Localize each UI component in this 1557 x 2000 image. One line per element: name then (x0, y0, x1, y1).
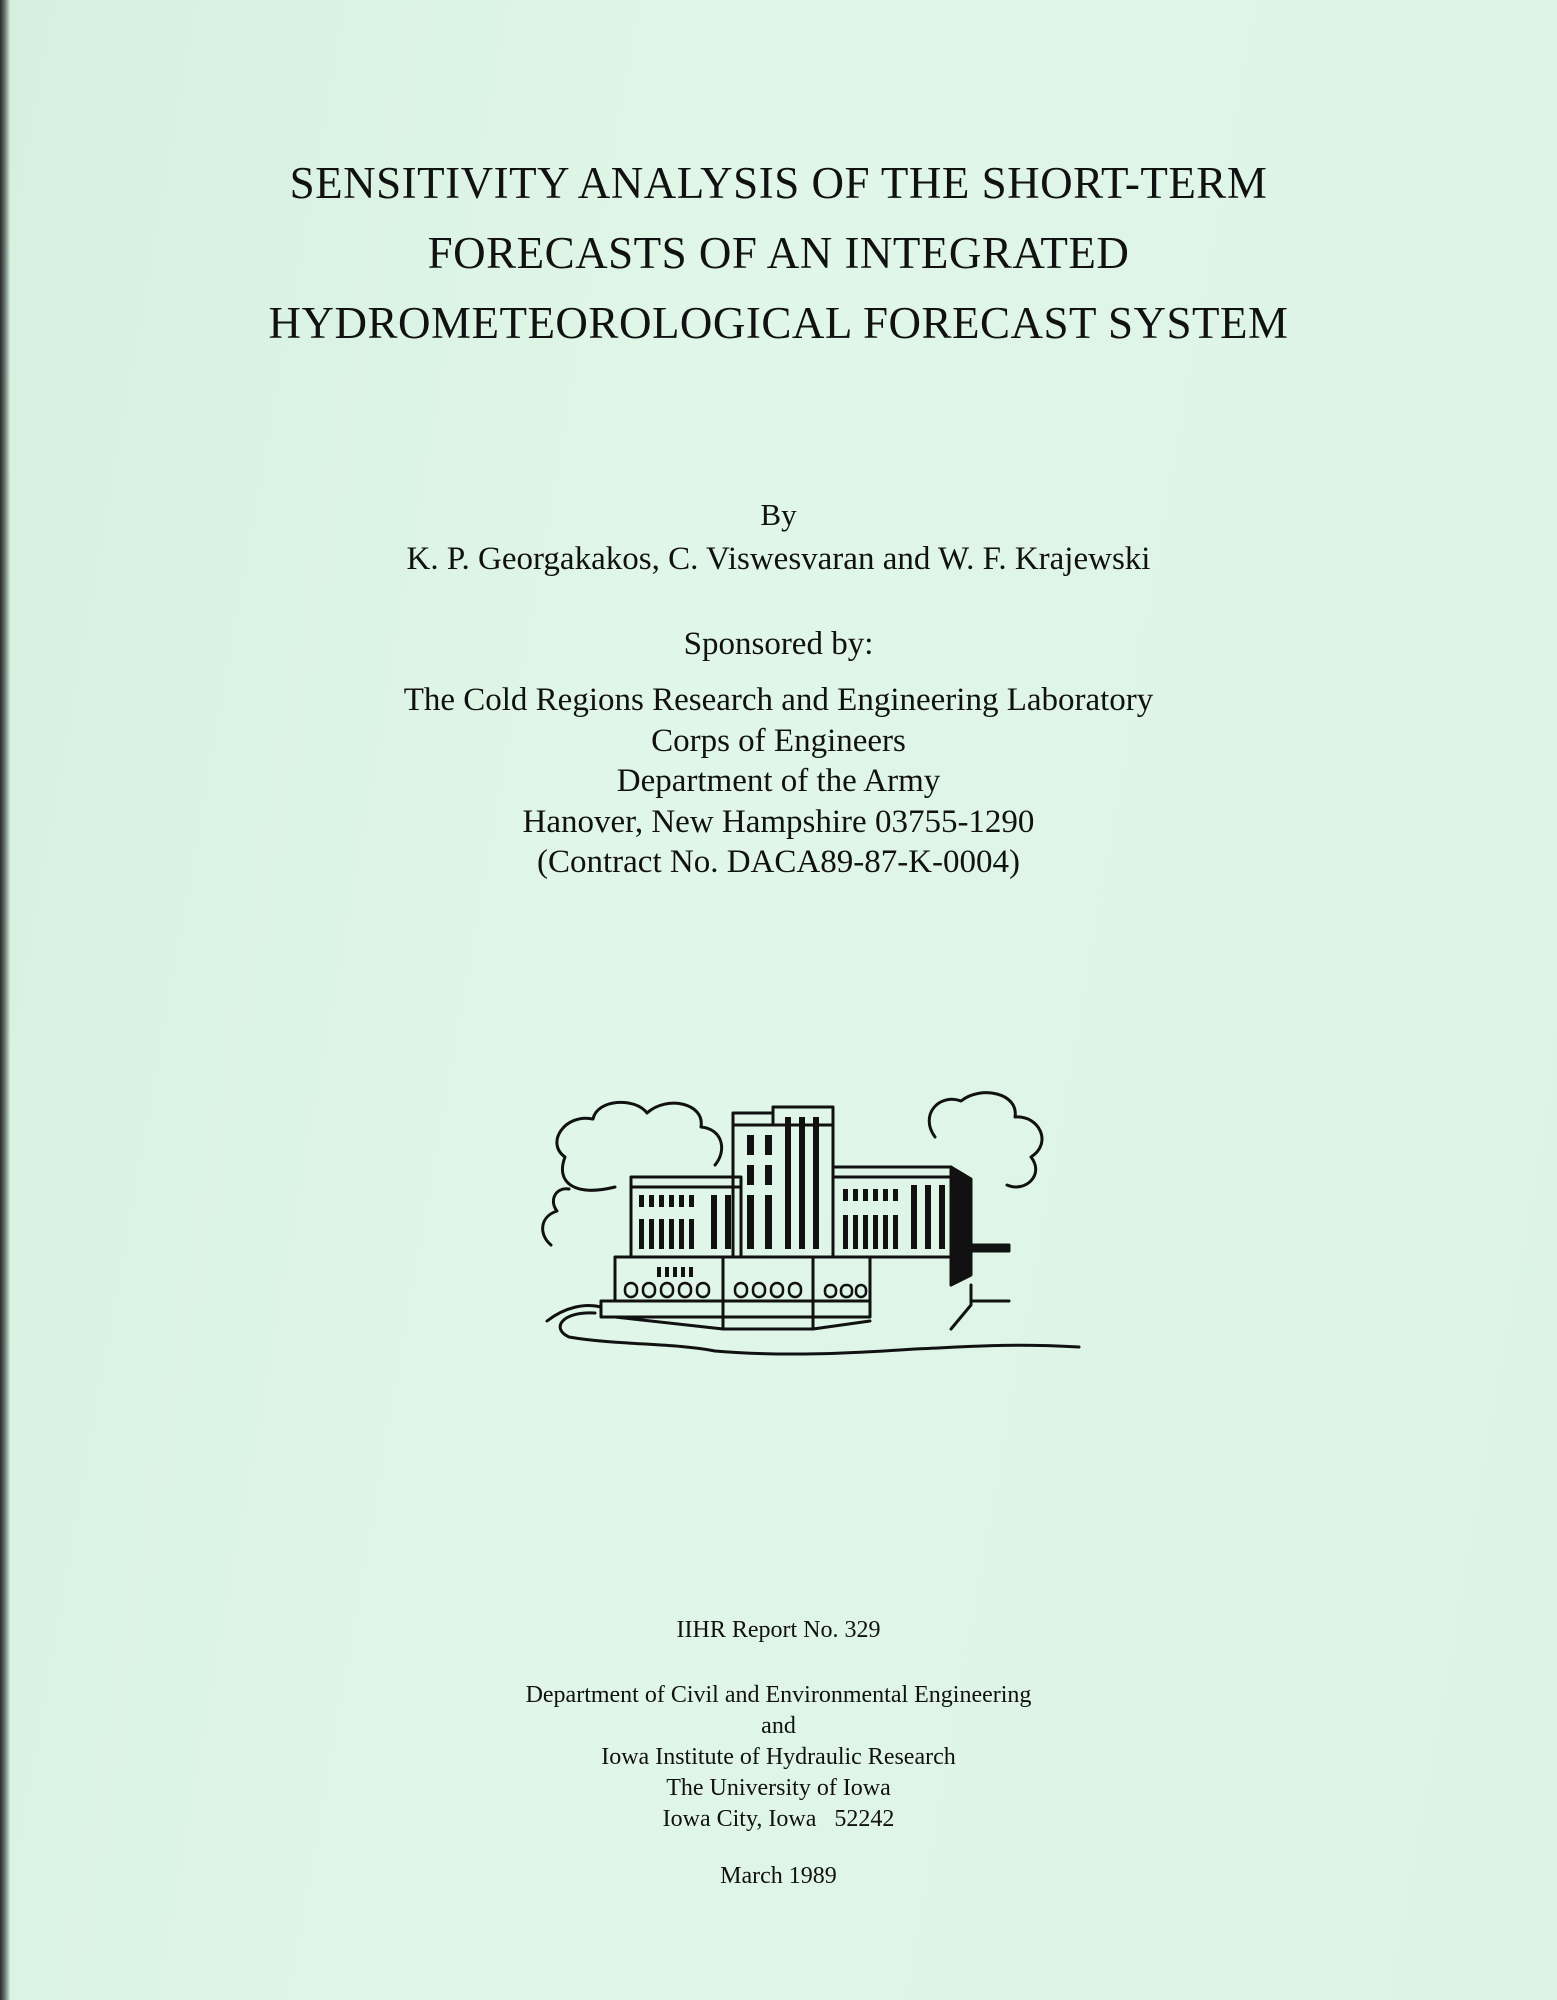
sponsored-by-label: Sponsored by: (683, 626, 874, 662)
authors: K. P. Georgakakos, C. Viswesvaran and W. F. Krajewski (406, 541, 1151, 577)
title-line: SENSITIVITY ANALYSIS OF THE SHORT-TERM (289, 158, 1268, 208)
sponsor-line: Corps of Engineers (651, 722, 906, 759)
sponsor-line: Hanover, New Hampshire 03755-1290 (522, 803, 1035, 840)
report-title (0, 148, 1557, 358)
department-line: Iowa Institute of Hydraulic Research (601, 1744, 956, 1770)
sponsor-block (0, 680, 1557, 883)
by-label: By (760, 497, 797, 532)
title-line: HYDROMETEOROLOGICAL FORECAST SYSTEM (268, 298, 1289, 348)
title-line: FORECASTS OF AN INTEGRATED (427, 228, 1130, 278)
department-block (0, 1680, 1557, 1835)
department-line: The University of Iowa (666, 1775, 891, 1801)
report-number: IIHR Report No. 329 (676, 1617, 881, 1643)
department-line: Department of Civil and Environmental Engineering (525, 1682, 1032, 1708)
department-line: and (761, 1713, 796, 1739)
sponsor-line: (Contract No. DACA89-87-K-0004) (537, 844, 1020, 880)
publication-date: March 1989 (720, 1863, 837, 1889)
department-line: Iowa City, Iowa 52242 (662, 1806, 895, 1832)
sponsor-line: The Cold Regions Research and Engineering Laboratory (403, 682, 1154, 718)
iihr-building-illustration-icon (535, 1085, 1095, 1370)
sponsor-line: Department of the Army (616, 763, 941, 799)
